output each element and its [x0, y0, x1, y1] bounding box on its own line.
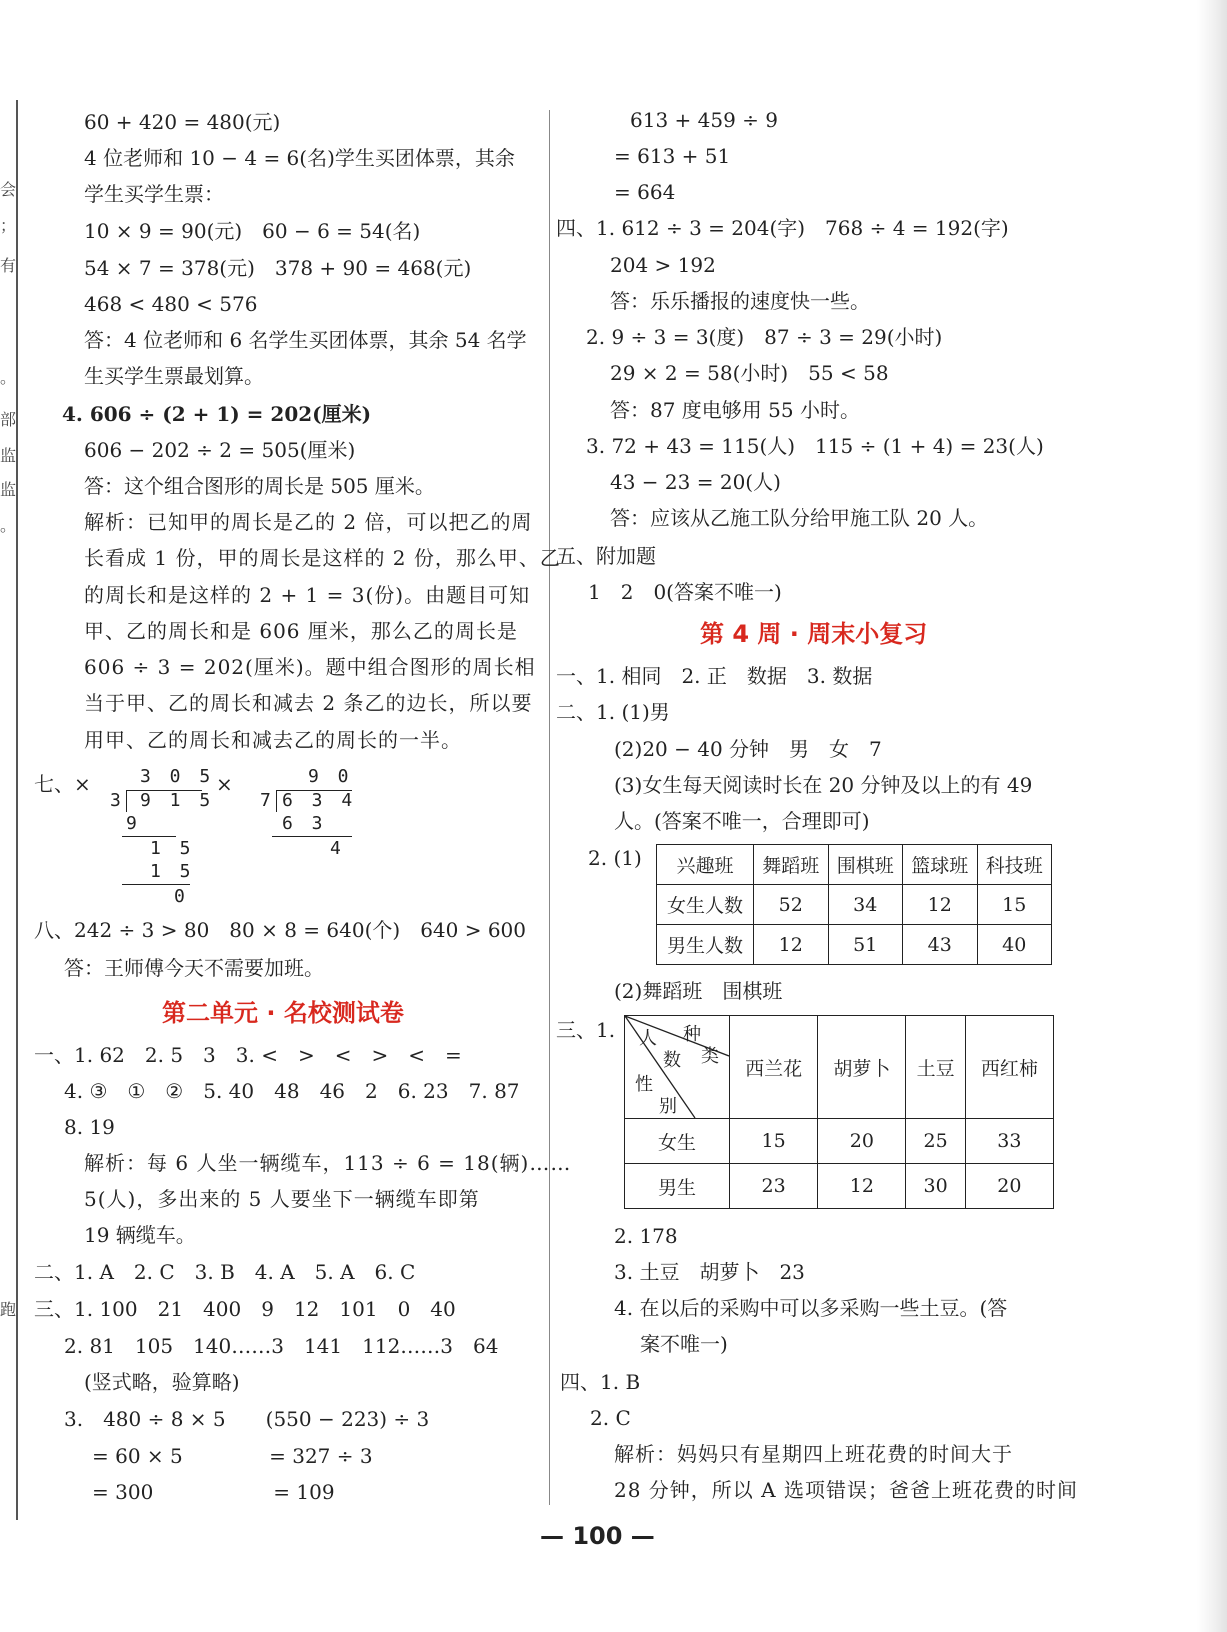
quotient: 9 0 [308, 766, 353, 787]
answer-line: 答：乐乐播报的速度快一些。 [610, 289, 870, 313]
text-line: 人。(答案不唯一，合理即可) [614, 809, 870, 833]
answer-line: 答：4 位老师和 6 名学生买团体票，其余 54 名学 [84, 328, 527, 352]
step-rule [122, 884, 190, 885]
text-line: = 300 = 109 [92, 1480, 335, 1504]
table-row [657, 925, 1052, 965]
text-line: 4 位老师和 10 − 4 = 6(名)学生买团体票，其余 [84, 146, 515, 170]
table-cell: 33 [965, 1119, 1053, 1164]
analysis-line: 甲、乙的周长和是 606 厘米，那么乙的周长是 [84, 619, 518, 643]
text-line: 2. 178 [614, 1224, 678, 1248]
text-line: 一、1. 62 2. 5 3 3. < > < > < = [34, 1043, 462, 1067]
analysis-line: 的周长和是这样的 2 + 1 = 3(份)。由题目可知 [84, 583, 531, 607]
page-edge-shadow [1197, 0, 1227, 1632]
table-cell: 西红柿 [965, 1016, 1053, 1119]
analysis-line: 当于甲、乙的周长和减去 2 条乙的边长，所以要 [84, 691, 533, 715]
table-cell: 23 [730, 1164, 818, 1209]
analysis-line: 606 ÷ 3 = 202(厘米)。题中组合图形的周长相 [84, 655, 536, 679]
table-cell: 兴趣班 [657, 845, 754, 885]
table-cell: 51 [828, 925, 903, 965]
diag-char: 类 [701, 1046, 719, 1067]
analysis-line: 用甲、乙的周长和减去乙的周长的一半。 [84, 728, 462, 752]
text-line: 案不唯一) [640, 1332, 728, 1356]
diag-char: 数 [663, 1050, 681, 1071]
analysis-line: 28 分钟，所以 A 选项错误；爸爸上班花费的时间 [614, 1478, 1078, 1502]
diagonal-header [625, 1016, 729, 1118]
q8-answer: 答：王师傅今天不需要加班。 [64, 956, 324, 980]
text-line: 二、1. A 2. C 3. B 4. A 5. A 6. C [34, 1260, 416, 1284]
text-line: (3)女生每天阅读时长在 20 分钟及以上的有 49 [614, 773, 1033, 797]
text-line: (2)20 − 40 分钟 男 女 7 [614, 737, 882, 761]
text-line: 468 < 480 < 576 [84, 292, 258, 316]
text-line: (竖式略，验算略) [84, 1370, 240, 1394]
table-cell: 土豆 [906, 1016, 965, 1119]
edge-mark: 跑 [0, 1300, 17, 1319]
step: 1 5 [150, 838, 195, 859]
table-cell: 篮球班 [903, 845, 978, 885]
table-cell: 25 [906, 1119, 965, 1164]
text-line: 3. 480 ÷ 8 × 5 (550 − 223) ÷ 3 [64, 1407, 430, 1431]
text-line: 四、1. 612 ÷ 3 = 204(字) 768 ÷ 4 = 192(字) [556, 216, 1009, 240]
table-header-row [625, 1016, 1054, 1119]
dividend: 9 1 5 [140, 790, 215, 811]
edge-mark: 部 [0, 410, 17, 429]
divisor: 3 [110, 790, 125, 811]
step: 9 [126, 813, 141, 834]
step-rule [122, 836, 176, 837]
text-line: 4. ③ ① ② 5. 40 48 46 2 6. 23 7. 87 [64, 1079, 520, 1103]
text-line: 2. 81 105 140……3 141 112……3 64 [64, 1334, 499, 1358]
interest-class-table [656, 844, 1052, 965]
text-line: 3. 土豆 胡萝卜 23 [614, 1260, 805, 1284]
remainder: 4 [330, 838, 345, 859]
table-header-row [657, 845, 1052, 885]
unit2-heading: 第二单元 · 名校测试卷 [162, 999, 404, 1027]
week4-heading: 第 4 周 · 周末小复习 [700, 620, 928, 648]
table-cell: 12 [903, 885, 978, 925]
table-cell: 15 [730, 1119, 818, 1164]
division-bracket [126, 790, 127, 812]
q7-cross-mark: × [216, 772, 233, 796]
table-cell: 西兰花 [730, 1016, 818, 1119]
text-line: 一、1. 相同 2. 正 数据 3. 数据 [556, 664, 873, 688]
table-row [657, 885, 1052, 925]
page-number: — 100 — [540, 1522, 655, 1550]
table-cell: 20 [818, 1119, 906, 1164]
table-cell: 女生人数 [657, 885, 754, 925]
table-cell: 52 [754, 885, 829, 925]
table-cell: 男生 [625, 1164, 730, 1209]
answer-line: 答：87 度电够用 55 小时。 [610, 398, 860, 422]
table-cell: 12 [754, 925, 829, 965]
long-division-2 [256, 766, 366, 866]
edge-mark: 会 [0, 180, 17, 199]
table-row [625, 1164, 1054, 1209]
diagonal-header-cell [625, 1016, 730, 1119]
text-line: 学生买学生票： [84, 182, 224, 206]
table-cell: 20 [965, 1164, 1053, 1209]
analysis-line: 解析：已知甲的周长是乙的 2 倍，可以把乙的周 [84, 510, 533, 534]
diag-char: 种 [683, 1024, 701, 1045]
text-line: 四、1. B [560, 1370, 641, 1394]
division-bracket [276, 790, 277, 812]
column-divider [549, 110, 550, 1505]
q7-label: 七、× [34, 772, 91, 796]
text-line: 1 2 0(答案不唯一) [588, 580, 782, 604]
vegetable-table [624, 1015, 1054, 1209]
q2-part2: (2)舞蹈班 围棋班 [614, 979, 783, 1003]
analysis-line: 19 辆缆车。 [84, 1223, 196, 1247]
table-cell: 女生 [625, 1119, 730, 1164]
text-line: 29 × 2 = 58(小时) 55 < 58 [610, 361, 889, 385]
answer-line: 答：这个组合图形的周长是 505 厘米。 [84, 474, 435, 498]
text-line: 4. 在以后的采购中可以多采购一些土豆。(答 [614, 1296, 1008, 1320]
text-line: 43 − 23 = 20(人) [610, 470, 781, 494]
text-line: 三、1. 100 21 400 9 12 101 0 40 [34, 1297, 456, 1321]
table-row [625, 1119, 1054, 1164]
text-line: 8. 19 [64, 1115, 115, 1139]
edge-mark: 。 [0, 368, 17, 387]
table-cell: 舞蹈班 [754, 845, 829, 885]
table-cell: 30 [906, 1164, 965, 1209]
q3-label: 三、1. [556, 1018, 616, 1042]
text-line: 60 + 420 = 480(元) [84, 110, 281, 134]
text-line: = 613 + 51 [614, 144, 731, 168]
dividend: 6 3 4 [282, 790, 357, 811]
step: 6 3 [282, 813, 327, 834]
text-line: = 664 [614, 180, 676, 204]
analysis-line: 长看成 1 份，甲的周长是这样的 2 份，那么甲、乙 [84, 546, 561, 570]
section-label: 五、附加题 [556, 544, 656, 568]
diag-char: 别 [659, 1096, 677, 1117]
text-line: 2. C [590, 1406, 631, 1430]
edge-mark: 监 [0, 446, 17, 465]
diag-char: 性 [635, 1074, 653, 1095]
diag-char: 人 [639, 1028, 657, 1049]
binding-edge-line [16, 100, 18, 1520]
remainder: 0 [174, 886, 189, 907]
table-cell: 围棋班 [828, 845, 903, 885]
text-line: 10 × 9 = 90(元) 60 − 6 = 54(名) [84, 219, 421, 243]
edge-mark: 有 [0, 256, 17, 275]
step-rule [272, 836, 352, 837]
quotient: 3 0 5 [140, 766, 215, 787]
table-cell: 男生人数 [657, 925, 754, 965]
answer-line: 生买学生票最划算。 [84, 364, 264, 388]
text-line: 606 − 202 ÷ 2 = 505(厘米) [84, 438, 356, 462]
question-line: 4. 606 ÷ (2 + 1) = 202(厘米) [62, 402, 372, 426]
table-cell: 科技班 [977, 845, 1052, 885]
edge-mark: 。 [0, 516, 17, 535]
step: 1 5 [150, 861, 195, 882]
q2-label: 2. (1) [588, 846, 642, 870]
edge-mark: ； [0, 216, 17, 235]
table-cell: 34 [828, 885, 903, 925]
edge-mark: 监 [0, 480, 17, 499]
analysis-line: 5(人)，多出来的 5 人要坐下一辆缆车即第 [84, 1187, 480, 1211]
text-line: = 60 × 5 = 327 ÷ 3 [92, 1444, 373, 1468]
table-cell: 15 [977, 885, 1052, 925]
table-cell: 43 [903, 925, 978, 965]
text-line: 204 > 192 [610, 253, 716, 277]
text-line: 3. 72 + 43 = 115(人) 115 ÷ (1 + 4) = 23(人) [586, 434, 1044, 458]
text-line: 54 × 7 = 378(元) 378 + 90 = 468(元) [84, 256, 472, 280]
text-line: 2. 9 ÷ 3 = 3(度) 87 ÷ 3 = 29(小时) [586, 325, 943, 349]
divisor: 7 [260, 790, 275, 811]
table-cell: 40 [977, 925, 1052, 965]
analysis-line: 解析：每 6 人坐一辆缆车，113 ÷ 6 = 18(辆)…… [84, 1151, 572, 1175]
analysis-line: 解析：妈妈只有星期四上班花费的时间大于 [614, 1442, 1013, 1466]
answer-line: 答：应该从乙施工队分给甲施工队 20 人。 [610, 506, 989, 530]
text-line: 613 + 459 ÷ 9 [630, 108, 779, 132]
long-division-1 [106, 766, 216, 906]
table-cell: 12 [818, 1164, 906, 1209]
q8-line: 八、242 ÷ 3 > 80 80 × 8 = 640(个) 640 > 600 [34, 918, 527, 942]
table-cell: 胡萝卜 [818, 1016, 906, 1119]
text-line: 二、1. (1)男 [556, 700, 670, 724]
